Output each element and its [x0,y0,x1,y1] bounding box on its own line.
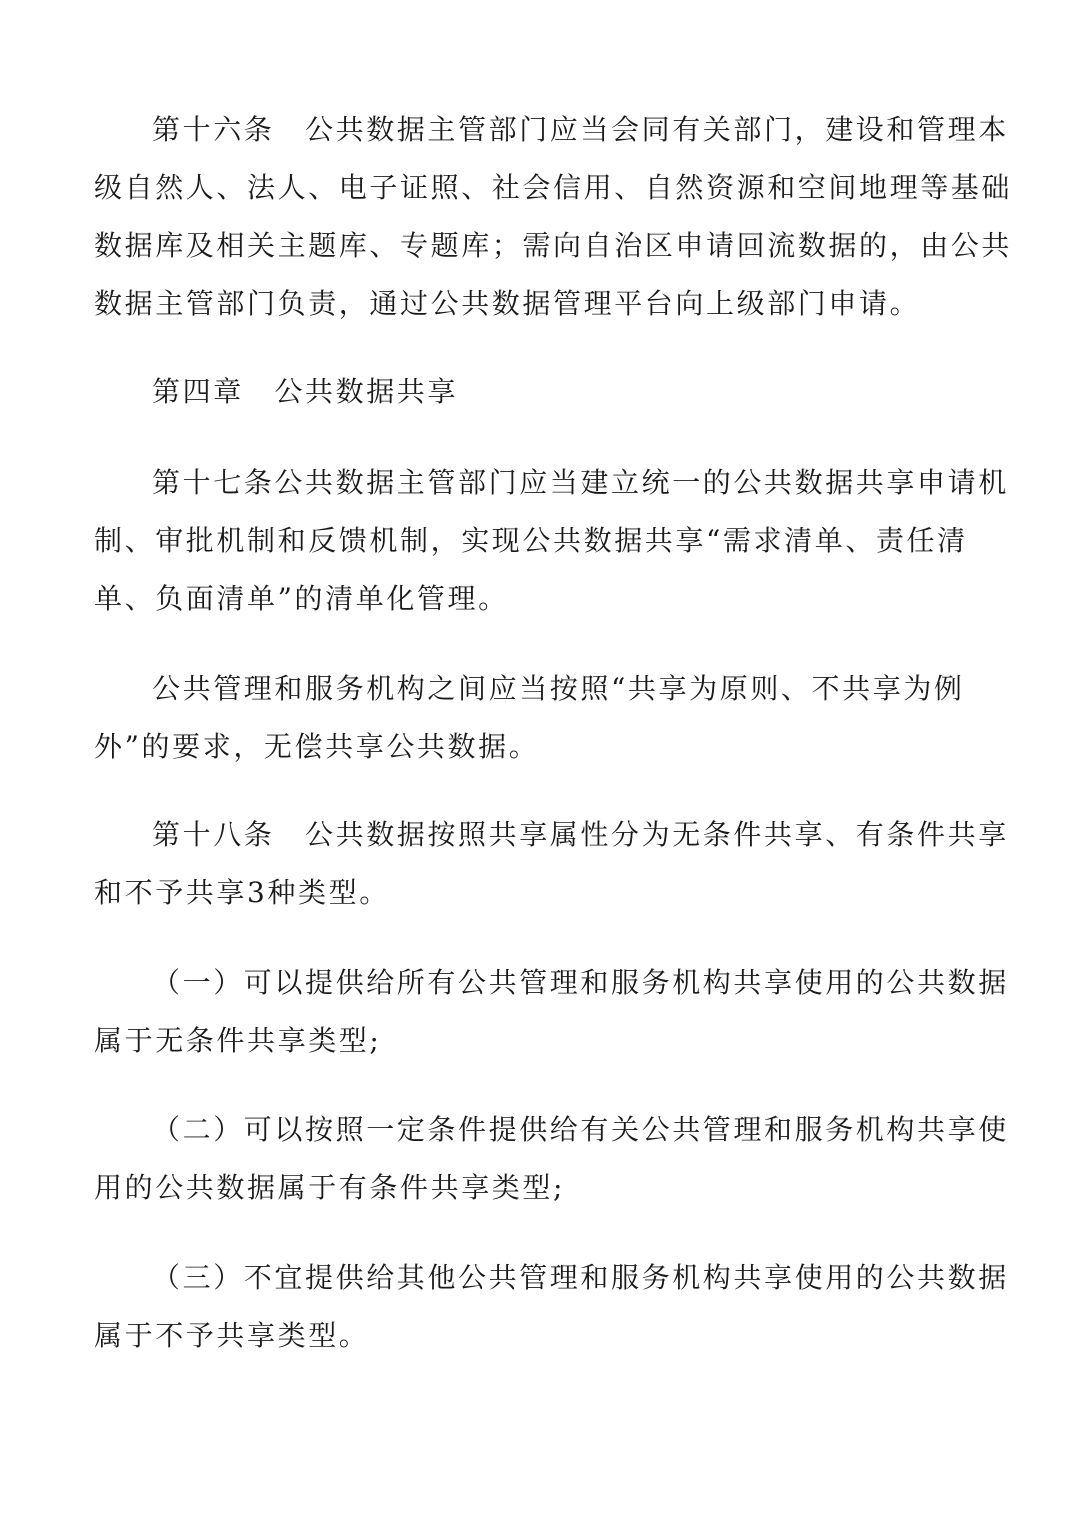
text-line: （一）可以提供给所有公共管理和服务机构共享使用的公共数据 [152,966,1009,999]
text-line: 外”的要求，无偿共享公共数据。 [94,730,540,763]
text-line: 公共管理和服务机构之间应当按照“共享为原则、不共享为例 [152,672,965,705]
text-line: 和不予共享3种类型。 [94,876,390,909]
text-line: 制、审批机制和反馈机制，实现公共数据共享“需求清单、责任清 [94,524,968,557]
text-line: 级自然人、法人、电子证照、社会信用、自然资源和空间地理等基础 [94,171,1013,204]
article-18-paragraph [94,806,1009,922]
list-item-2 [94,1101,1009,1217]
text-line: 第十七条公共数据主管部门应当建立统一的公共数据共享申请机 [152,466,1009,499]
article-17-second-paragraph [94,660,974,776]
text-line: 第四章 公共数据共享 [152,375,459,408]
article-16-paragraph [94,101,1013,333]
text-line: （二）可以按照一定条件提供给有关公共管理和服务机构共享使 [152,1113,1009,1146]
text-line: 数据库及相关主题库、专题库；需向自治区申请回流数据的，由公共 [94,229,1013,262]
article-17-paragraph [94,454,1009,628]
chapter-heading [94,363,974,421]
text-line: 属于无条件共享类型; [94,1024,382,1057]
list-item-3 [94,1249,1009,1365]
text-line: 第十八条 公共数据按照共享属性分为无条件共享、有条件共享 [152,818,1009,851]
text-line: 数据主管部门负责，通过公共数据管理平台向上级部门申请。 [94,287,921,320]
text-line: 用的公共数据属于有条件共享类型; [94,1171,566,1204]
text-line: 第十六条 公共数据主管部门应当会同有关部门，建设和管理本 [152,113,1009,146]
text-line: （三）不宜提供给其他公共管理和服务机构共享使用的公共数据 [152,1261,1009,1294]
text-line: 单、负面清单”的清单化管理。 [94,582,509,615]
text-line: 属于不予共享类型。 [94,1319,370,1352]
list-item-1 [94,954,1009,1070]
